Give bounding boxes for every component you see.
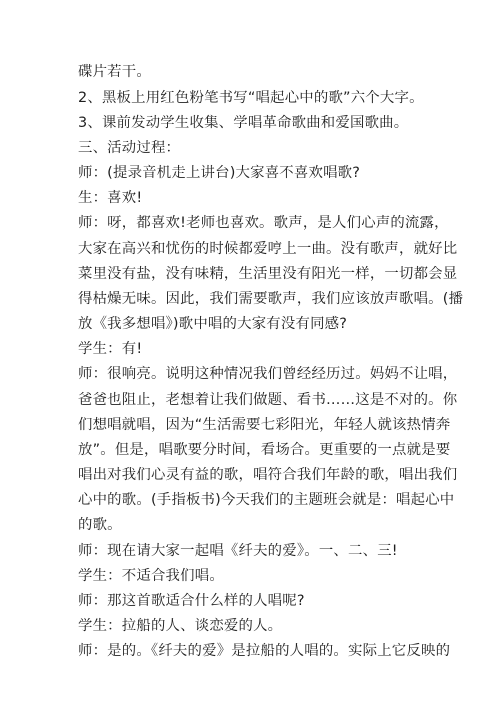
text-line: 唱出对我们心灵有益的歌，唱符合我们年龄的歌，唱出我们 xyxy=(78,467,458,483)
text-line: 爸爸也阻止，老想着让我们做题、看书……这是不对的。你 xyxy=(78,392,458,408)
text-line: 放《我多想唱》)歌中唱的大家有没有同感? xyxy=(78,316,348,332)
text-line: 学生：拉船的人、谈恋爱的人。 xyxy=(78,618,283,634)
section-heading: 三、活动过程： xyxy=(78,140,181,156)
text-line: 学生：不适合我们唱。 xyxy=(78,568,224,584)
text-line: 学生：有! xyxy=(78,341,143,357)
text-line: 心中的歌。(手指板书)今天我们的主题班会就是：唱起心中 xyxy=(78,492,455,508)
text-line: 师：是的。《纤夫的爱》是拉船的人唱的。实际上它反映的 xyxy=(78,643,451,659)
text-line: 师：(提录音机走上讲台)大家喜不喜欢唱歌? xyxy=(78,165,361,181)
text-line: 们想唱就唱，因为“生活需要七彩阳光，年轻人就该热情奔 xyxy=(78,417,451,433)
text-line: 师：呀，都喜欢!老师也喜欢。歌声，是人们心声的流露， xyxy=(78,215,449,231)
text-line: 菜里没有盐，没有味精，生活里没有阳光一样，一切都会显 xyxy=(78,266,458,282)
text-line: 生：喜欢! xyxy=(78,190,143,206)
text-line: 师：那这首歌适合什么样的人唱呢? xyxy=(78,593,305,609)
text-line: 大家在高兴和忧伤的时候都爱哼上一曲。没有歌声，就好比 xyxy=(78,241,458,257)
text-line: 师：很响亮。说明这种情况我们曾经经历过。妈妈不让唱， xyxy=(78,366,458,382)
text-line: 放”。但是，唱歌要分时间，看场合。更重要的一点就是要 xyxy=(78,442,451,458)
text-line: 得枯燥无味。因此，我们需要歌声，我们应该放声歌唱。(播 xyxy=(78,291,464,307)
text-line: 3、课前发动学生收集、学唱革命歌曲和爱国歌曲。 xyxy=(78,115,409,131)
text-line: 碟片若干。 xyxy=(78,64,151,80)
text-line: 的歌。 xyxy=(78,517,122,533)
text-line: 师：现在请大家一起唱《纤夫的爱》。一、二、三! xyxy=(78,543,398,559)
text-line: 2、黑板上用红色粉笔书写“唱起心中的歌”六个大字。 xyxy=(78,90,424,106)
